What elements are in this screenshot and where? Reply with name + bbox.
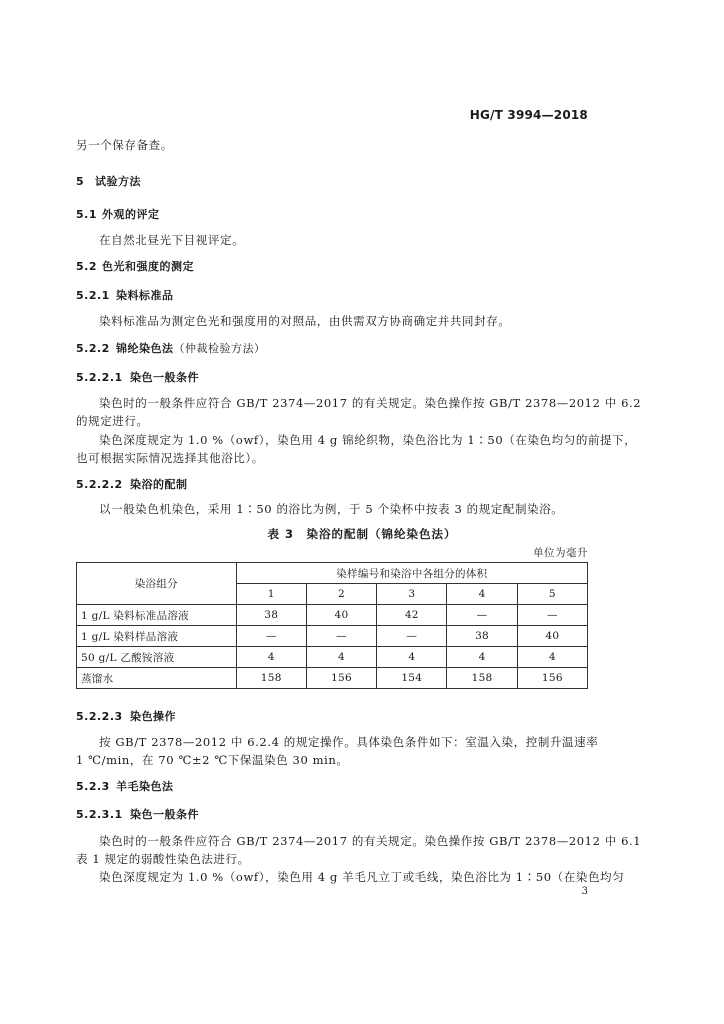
section-5-2-2-heading xyxy=(76,340,266,356)
table-3 xyxy=(76,562,588,689)
section-title: 染浴的配制 xyxy=(130,478,188,491)
section-5-2-3-1-para2-line1: 染色深度规定为 1.0 %（owf），染色用 4 g 羊毛凡立丁或毛线，染色浴比为 1∶50（在染色均匀 xyxy=(99,870,625,884)
section-title: 染色一般条件 xyxy=(130,371,199,384)
section-title: 外观的评定 xyxy=(102,208,160,221)
table-cell: 40 xyxy=(306,605,376,626)
table-cell: — xyxy=(236,626,306,647)
table-cell: — xyxy=(517,605,587,626)
table-cell: — xyxy=(447,605,517,626)
section-5-2-1-text: 染料标准品为测定色光和强度用的对照品，由供需双方协商确定并共同封存。 xyxy=(99,314,511,328)
column-header-components: 染浴组分 xyxy=(77,563,237,605)
sample-number: 3 xyxy=(377,584,447,605)
section-subtitle: （仲裁检验方法） xyxy=(173,342,266,355)
section-number: 5.2 xyxy=(76,260,97,273)
table-cell: 158 xyxy=(447,668,517,689)
row-label: 1 g/L 染料样品溶液 xyxy=(77,626,237,647)
table-row xyxy=(77,647,588,668)
section-5-2-3-1-heading xyxy=(76,806,199,822)
table-cell: 4 xyxy=(377,647,447,668)
page-number: 3 xyxy=(581,886,588,897)
table-cell: 4 xyxy=(236,647,306,668)
table-cell: 154 xyxy=(377,668,447,689)
section-title: 色光和强度的测定 xyxy=(102,260,194,273)
table-cell: — xyxy=(377,626,447,647)
section-5-2-2-3-line1: 按 GB/T 2378—2012 中 6.2.4 的规定操作。具体染色条件如下：室温入染，控制升温速率 xyxy=(99,735,599,749)
section-5-2-2-2-heading xyxy=(76,476,188,492)
table-cell: — xyxy=(306,626,376,647)
section-5-2-3-heading xyxy=(76,778,174,794)
table-cell: 42 xyxy=(377,605,447,626)
section-title: 锦纶染色法 xyxy=(116,342,174,355)
section-title: 试验方法 xyxy=(95,175,141,188)
section-5-2-2-2-text: 以一般染色机染色，采用 1∶50 的浴比为例，于 5 个染杯中按表 3 的规定配制染浴。 xyxy=(99,502,564,516)
standard-code: HG/T 3994—2018 xyxy=(469,108,588,122)
section-5-1-heading xyxy=(76,206,160,222)
section-number: 5.2.2.3 xyxy=(76,710,123,723)
section-5-2-2-1-para1-line1: 染色时的一般条件应符合 GB/T 2374—2017 的有关规定。染色操作按 GB/T 2378—2012 中 6.2 xyxy=(99,396,642,410)
section-5-2-2-1-para1-line2: 的规定进行。 xyxy=(76,414,149,428)
table-cell: 38 xyxy=(447,626,517,647)
section-5-2-1-heading xyxy=(76,287,174,303)
table-header-row xyxy=(77,563,588,584)
section-number: 5.2.3 xyxy=(76,780,110,793)
table-cell: 156 xyxy=(306,668,376,689)
column-group-header: 染样编号和染浴中各组分的体积 xyxy=(236,563,587,584)
sample-number: 1 xyxy=(236,584,306,605)
section-5-2-2-3-heading xyxy=(76,708,176,724)
row-label: 50 g/L 乙酸铵溶液 xyxy=(77,647,237,668)
section-5-2-3-1-para1-line2: 表 1 规定的弱酸性染色法进行。 xyxy=(76,852,250,866)
section-number: 5.2.2.1 xyxy=(76,371,123,384)
table-row xyxy=(77,626,588,647)
section-number: 5.2.1 xyxy=(76,289,110,302)
table-3-caption: 表 3 染浴的配制（锦纶染色法） xyxy=(267,527,457,541)
table-cell: 4 xyxy=(306,647,376,668)
section-title: 羊毛染色法 xyxy=(116,780,174,793)
section-title: 染色一般条件 xyxy=(130,808,199,821)
section-5-2-2-1-para2-line2: 也可根据实际情况选择其他浴比）。 xyxy=(76,451,264,465)
sample-number: 5 xyxy=(517,584,587,605)
section-title: 染色操作 xyxy=(130,710,176,723)
section-5-2-2-1-para2-line1: 染色深度规定为 1.0 %（owf），染色用 4 g 锦纶织物，染色浴比为 1∶50（在染色均匀的前提下， xyxy=(99,433,637,447)
section-5-2-heading xyxy=(76,258,194,274)
table-cell: 4 xyxy=(447,647,517,668)
row-label: 蒸馏水 xyxy=(77,668,237,689)
section-5-heading xyxy=(76,173,141,189)
table-cell: 156 xyxy=(517,668,587,689)
section-number: 5.2.2.2 xyxy=(76,478,123,491)
section-title: 染料标准品 xyxy=(116,289,174,302)
table-3-unit: 单位为毫升 xyxy=(533,547,588,559)
continuation-text: 另一个保存备查。 xyxy=(76,138,173,152)
table-row xyxy=(77,605,588,626)
section-number: 5.1 xyxy=(76,208,97,221)
sample-number: 4 xyxy=(447,584,517,605)
row-label: 1 g/L 染料标准品溶液 xyxy=(77,605,237,626)
section-number: 5.2.2 xyxy=(76,342,110,355)
section-5-1-text: 在自然北昼光下目视评定。 xyxy=(99,233,245,247)
table-cell: 158 xyxy=(236,668,306,689)
table-cell: 40 xyxy=(517,626,587,647)
section-5-2-2-1-heading xyxy=(76,369,199,385)
sample-number: 2 xyxy=(306,584,376,605)
table-cell: 38 xyxy=(236,605,306,626)
section-5-2-2-3-line2: 1 ℃/min，在 70 ℃±2 ℃下保温染色 30 min。 xyxy=(76,753,349,767)
table-cell: 4 xyxy=(517,647,587,668)
section-5-2-3-1-para1-line1: 染色时的一般条件应符合 GB/T 2374—2017 的有关规定。染色操作按 GB/T 2378—2012 中 6.1 xyxy=(99,834,642,848)
table-row xyxy=(77,668,588,689)
section-number: 5 xyxy=(76,175,85,188)
section-number: 5.2.3.1 xyxy=(76,808,123,821)
